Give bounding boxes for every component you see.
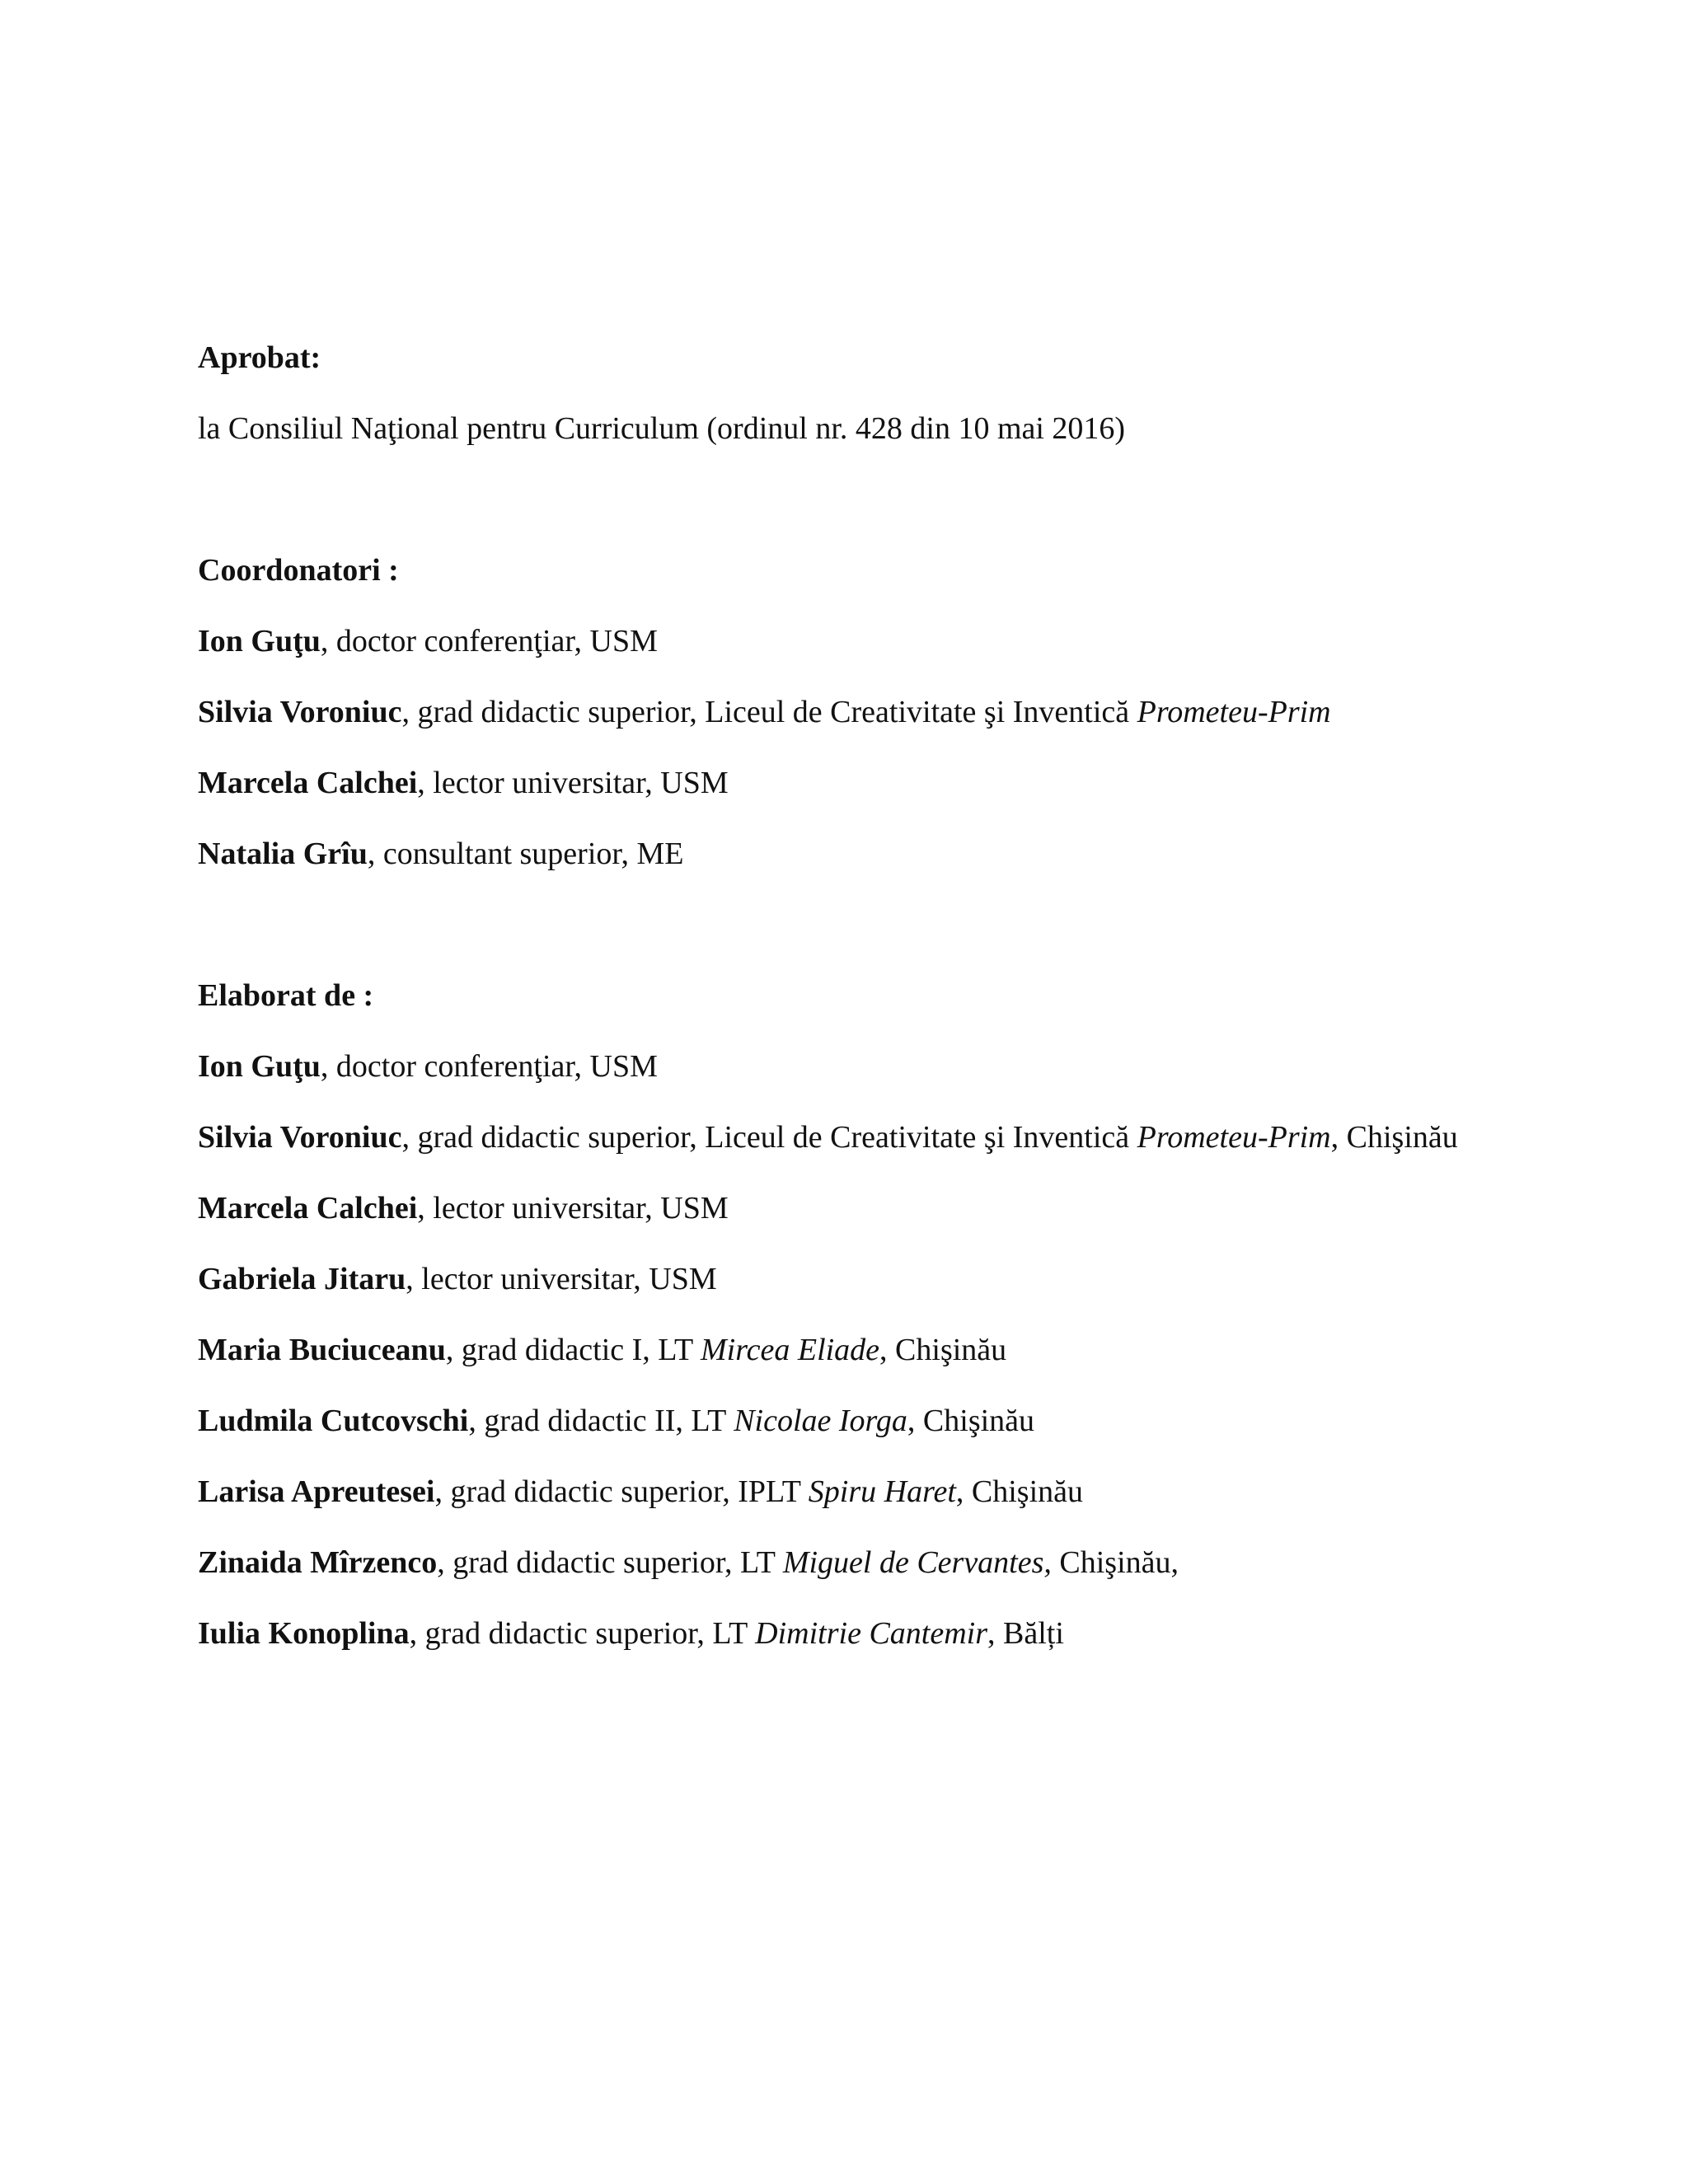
person-role: , consultant superior, ME bbox=[367, 837, 684, 871]
approved-heading: Aprobat: bbox=[198, 340, 321, 375]
person-location: , Chişinău bbox=[1330, 1120, 1458, 1155]
person-name: Marcela Calchei bbox=[198, 1191, 418, 1226]
person-location: , Bălți bbox=[987, 1616, 1064, 1651]
person-location: , Chişinău bbox=[955, 1474, 1083, 1509]
person-name: Ion Guţu bbox=[198, 1049, 321, 1084]
person-name: Iulia Konoplina bbox=[198, 1616, 410, 1651]
author-entry bbox=[198, 1116, 1490, 1159]
coordinator-entry bbox=[198, 691, 1490, 733]
authors-heading: Elaborat de : bbox=[198, 978, 374, 1013]
person-role: , lector universitar, USM bbox=[417, 1191, 729, 1226]
person-role: , grad didactic I, LT bbox=[445, 1333, 701, 1367]
approved-text: la Consiliul Naţional pentru Curriculum (ordinul nr. 428 din 10 mai 2016) bbox=[198, 411, 1126, 446]
person-role: , grad didactic superior, IPLT bbox=[434, 1474, 809, 1509]
author-entry bbox=[198, 1399, 1490, 1442]
person-role: , grad didactic superior, LT bbox=[437, 1545, 783, 1580]
coordinator-entry bbox=[198, 762, 1490, 804]
coordinators-heading: Coordonatori : bbox=[198, 553, 399, 588]
author-entry bbox=[198, 1045, 1490, 1088]
institution-name: Mircea Eliade bbox=[701, 1333, 880, 1367]
person-name: Larisa Apreutesei bbox=[198, 1474, 435, 1509]
institution-name: Spiru Haret bbox=[808, 1474, 956, 1509]
person-location: Chişinău, bbox=[1051, 1545, 1179, 1580]
person-name: Silvia Voroniuc bbox=[198, 695, 402, 729]
person-name: Marcela Calchei bbox=[198, 766, 418, 800]
person-name: Gabriela Jitaru bbox=[198, 1262, 406, 1296]
person-name: Natalia Grîu bbox=[198, 837, 368, 871]
person-name: Zinaida Mîrzenco bbox=[198, 1545, 438, 1580]
person-role: , doctor conferenţiar, USM bbox=[320, 1049, 658, 1084]
person-name: Maria Buciuceanu bbox=[198, 1333, 446, 1367]
person-name: Ion Guţu bbox=[198, 624, 321, 658]
person-role: , grad didactic superior, Liceul de Creativitate şi Inventică bbox=[401, 1120, 1137, 1155]
author-entry bbox=[198, 1187, 1490, 1230]
person-role: , grad didactic superior, Liceul de Creativitate şi Inventică bbox=[401, 695, 1137, 729]
institution-name: Prometeu-Prim bbox=[1137, 695, 1331, 729]
institution-name: Dimitrie Cantemir bbox=[755, 1616, 987, 1651]
author-entry bbox=[198, 1258, 1490, 1301]
person-location: , Chişinău bbox=[879, 1333, 1007, 1367]
person-location: , Chişinău bbox=[907, 1404, 1035, 1438]
author-entry bbox=[198, 1329, 1490, 1371]
institution-name: Prometeu-Prim bbox=[1137, 1120, 1331, 1155]
person-role: , grad didactic II, LT bbox=[468, 1404, 734, 1438]
person-role: , lector universitar, USM bbox=[406, 1262, 717, 1296]
author-entry bbox=[198, 1541, 1490, 1584]
institution-name: Nicolae Iorga bbox=[734, 1404, 907, 1438]
person-name: Ludmila Cutcovschi bbox=[198, 1404, 469, 1438]
author-entry bbox=[198, 1470, 1490, 1513]
author-entry bbox=[198, 1612, 1490, 1655]
person-role: , lector universitar, USM bbox=[417, 766, 729, 800]
institution-name: Miguel de Cervantes, bbox=[782, 1545, 1052, 1580]
coordinator-entry bbox=[198, 620, 1490, 663]
person-role: , grad didactic superior, LT bbox=[409, 1616, 756, 1651]
person-role: , doctor conferenţiar, USM bbox=[320, 624, 658, 658]
coordinator-entry bbox=[198, 832, 1490, 875]
document-content bbox=[198, 336, 1490, 1655]
person-name: Silvia Voroniuc bbox=[198, 1120, 402, 1155]
